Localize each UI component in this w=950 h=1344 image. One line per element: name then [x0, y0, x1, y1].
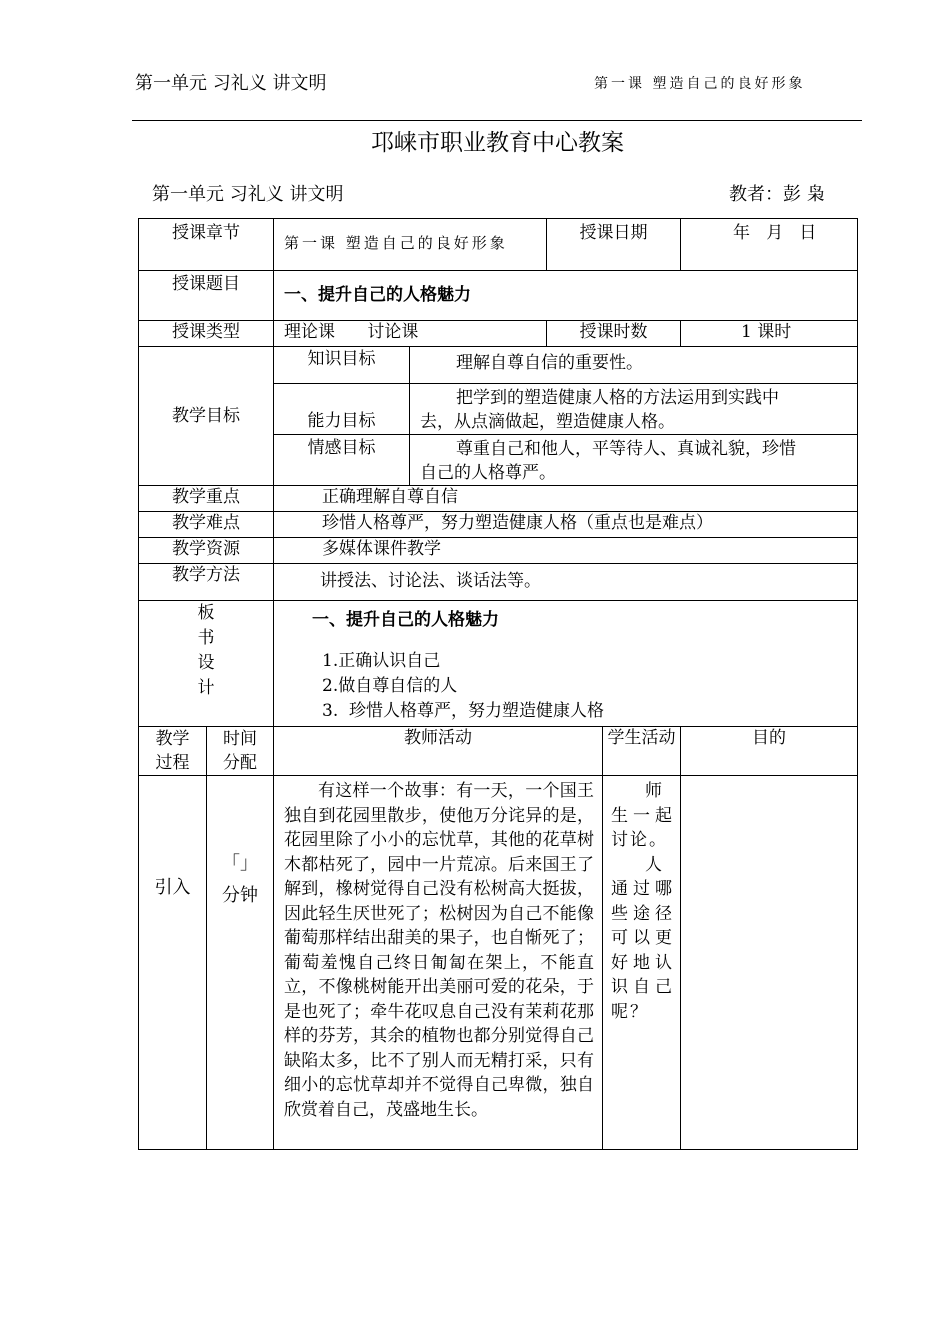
time-allocation-header: 时间 分配	[207, 727, 274, 776]
intro-time: 「」 分钟	[207, 776, 274, 1150]
teacher-activity-header: 教师活动	[274, 727, 603, 776]
intro-teacher-activity: 有这样一个故事：有一天，一个国王独自到花园里散步，使他万分诧异的是，花园里除了小小的忘忧草，其他的花草树木都枯死了，园中一片荒凉。后来国王了解到，橡树觉得自己没有松树高大挺拔，因此轻生厌世死了；松树因为自己不能像葡萄那样结出甜美的果子，也自惭死了；葡萄羞愧自己终日匍匐在架上，不能直立，不像桃树能开出美丽可爱的花朵，于是也死了；牵牛花叹息自己没有茉莉花那样的芬芳，其余的植物也都分别觉得自己缺陷太多，比不了别人而无精打采，只有细小的忘忧草却并不觉得自己卑微，独自欣赏着自己，茂盛地生长。	[274, 776, 603, 1150]
board-item: 3. 珍惜人格尊严，努力塑造健康人格	[322, 701, 605, 721]
knowledge-label: 知识目标	[274, 347, 410, 384]
hours-label: 授课时数	[547, 321, 681, 347]
intro-student-activity: 师生一起讨论。 人通过哪些途径可以更好地认识自己呢？	[603, 776, 681, 1150]
knowledge-value: 理解自尊自信的重要性。	[410, 347, 858, 384]
student-activity-header: 学生活动	[603, 727, 681, 776]
header-divider	[132, 120, 862, 121]
intro-purpose	[681, 776, 858, 1150]
method-value: 讲授法、讨论法、谈话法等。	[274, 564, 858, 601]
intro-stage: 引入	[139, 776, 207, 1150]
resource-label: 教学资源	[139, 538, 274, 564]
doc-title: 邛崃市职业教育中心教案	[371, 130, 624, 156]
topic-label: 授课题目	[139, 271, 274, 321]
emotion-label: 情感目标	[274, 435, 410, 486]
process-stage-header: 教学 过程	[139, 727, 207, 776]
purpose-header: 目的	[681, 727, 858, 776]
lesson-plan-table	[138, 218, 858, 1150]
header-lesson: 第一课 塑造自己的良好形象	[594, 76, 806, 92]
ability-value: 把学到的塑造健康人格的方法运用到实践中 去，从点滴做起，塑造健康人格。	[410, 384, 858, 435]
type-value: 理论课 讨论课	[274, 321, 547, 347]
board-item: 2.做自尊自信的人	[322, 676, 458, 696]
hours-value: 1 课时	[681, 321, 858, 347]
subheader-unit: 第一单元 习礼义 讲文明	[152, 184, 344, 205]
board-design-content: 一、提升自己的人格魅力 1.正确认识自己 2.做自尊自信的人 3. 珍惜人格尊严，努力塑造健康人格	[274, 601, 858, 727]
resource-value: 多媒体课件教学	[274, 538, 858, 564]
teacher-name: 教者：彭 枭	[729, 184, 825, 205]
difficulty-value: 珍惜人格尊严，努力塑造健康人格（重点也是难点）	[274, 512, 858, 538]
goals-label: 教学目标	[139, 347, 274, 486]
key-point-value: 正确理解自尊自信	[274, 486, 858, 512]
chapter-value: 第一课 塑造自己的良好形象	[274, 219, 547, 271]
type-label: 授课类型	[139, 321, 274, 347]
board-design-label: 板 书 设 计	[139, 601, 274, 727]
board-item: 1.正确认识自己	[322, 651, 441, 671]
ability-label: 能力目标	[274, 384, 410, 435]
topic-value: 一、提升自己的人格魅力	[274, 271, 858, 321]
emotion-value: 尊重自己和他人，平等待人、真诚礼貌，珍惜 自己的人格尊严。	[410, 435, 858, 486]
method-label: 教学方法	[139, 564, 274, 601]
date-value: 年 月 日	[681, 219, 858, 271]
chapter-label: 授课章节	[139, 219, 274, 271]
key-point-label: 教学重点	[139, 486, 274, 512]
difficulty-label: 教学难点	[139, 512, 274, 538]
date-label: 授课日期	[547, 219, 681, 271]
header-unit: 第一单元 习礼义 讲文明	[135, 73, 327, 94]
